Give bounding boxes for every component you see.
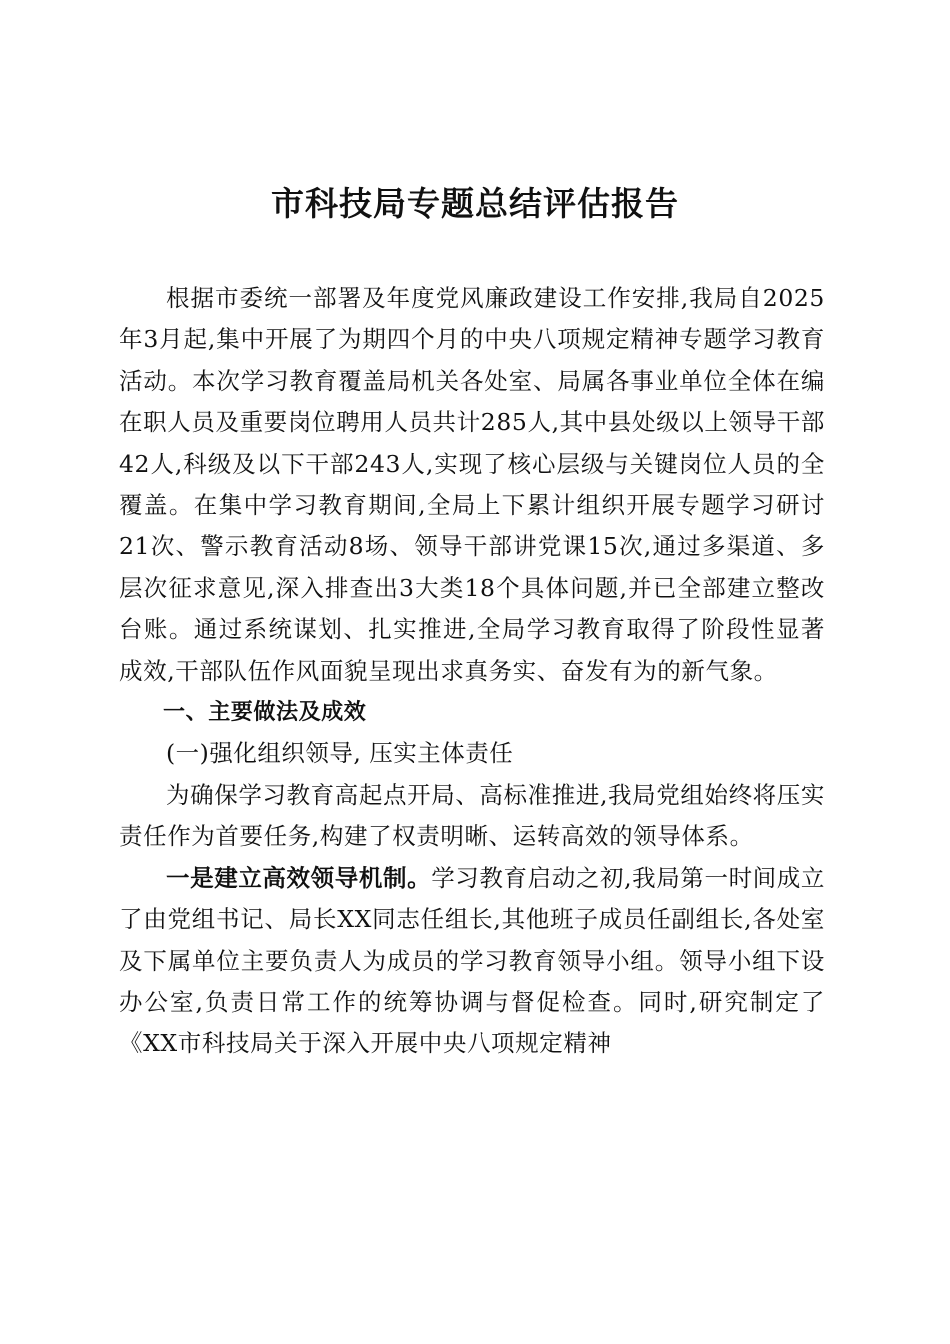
- document-title: 市科技局专题总结评估报告: [271, 184, 679, 223]
- document-body: [119, 278, 825, 1065]
- paragraph-responsibility: 为确保学习教育高起点开局、高标准推进,我局党组始终将压实责任作为首要任务,构建了权责明晰、运转高效的领导体系。: [119, 780, 825, 851]
- paragraph-lead-phrase: 一是建立高效领导机制。: [166, 863, 432, 892]
- paragraph-leadership-mechanism: [119, 858, 825, 1065]
- paragraph-intro: 根据市委统一部署及年度党风廉政建设工作安排,我局自2025年3月起,集中开展了为期四个月的中央八项规定精神专题学习教育活动。本次学习教育覆盖局机关各处室、局属各事业单位全体在编在职人员及重要岗位聘用人员共计285人,其中县处级以上领导干部42人,科级及以下干部243人,实现了核心层级与关键岗位人员的全覆盖。在集中学习教育期间,全局上下累计组织开展专题学习研讨21次、警示教育活动8场、领导干部讲党课15次,通过多渠道、多层次征求意见,深入排查出3大类18个具体问题,并已全部建立整改台账。通过系统谋划、扎实推进,全局学习教育取得了阶段性显著成效,干部队伍作风面貌呈现出求真务实、奋发有为的新气象。: [119, 284, 825, 685]
- subsection-heading: (一)强化组织领导, 压实主体责任: [166, 739, 514, 768]
- paragraph-lead-text: 学习教育启动之初,我局第一时间成立了由党组书记、局长XX同志任组长,其他班子成员任副组长,各处室及下属单位主要负责人为成员的学习教育领导小组。领导小组下设办公室,负责日常工作的统筹协调与督促检查。同时,研究制定了《XX市科技局关于深入开展中央八项规定精神: [119, 863, 826, 1058]
- section-heading: 一、主要做法及成效: [163, 700, 367, 726]
